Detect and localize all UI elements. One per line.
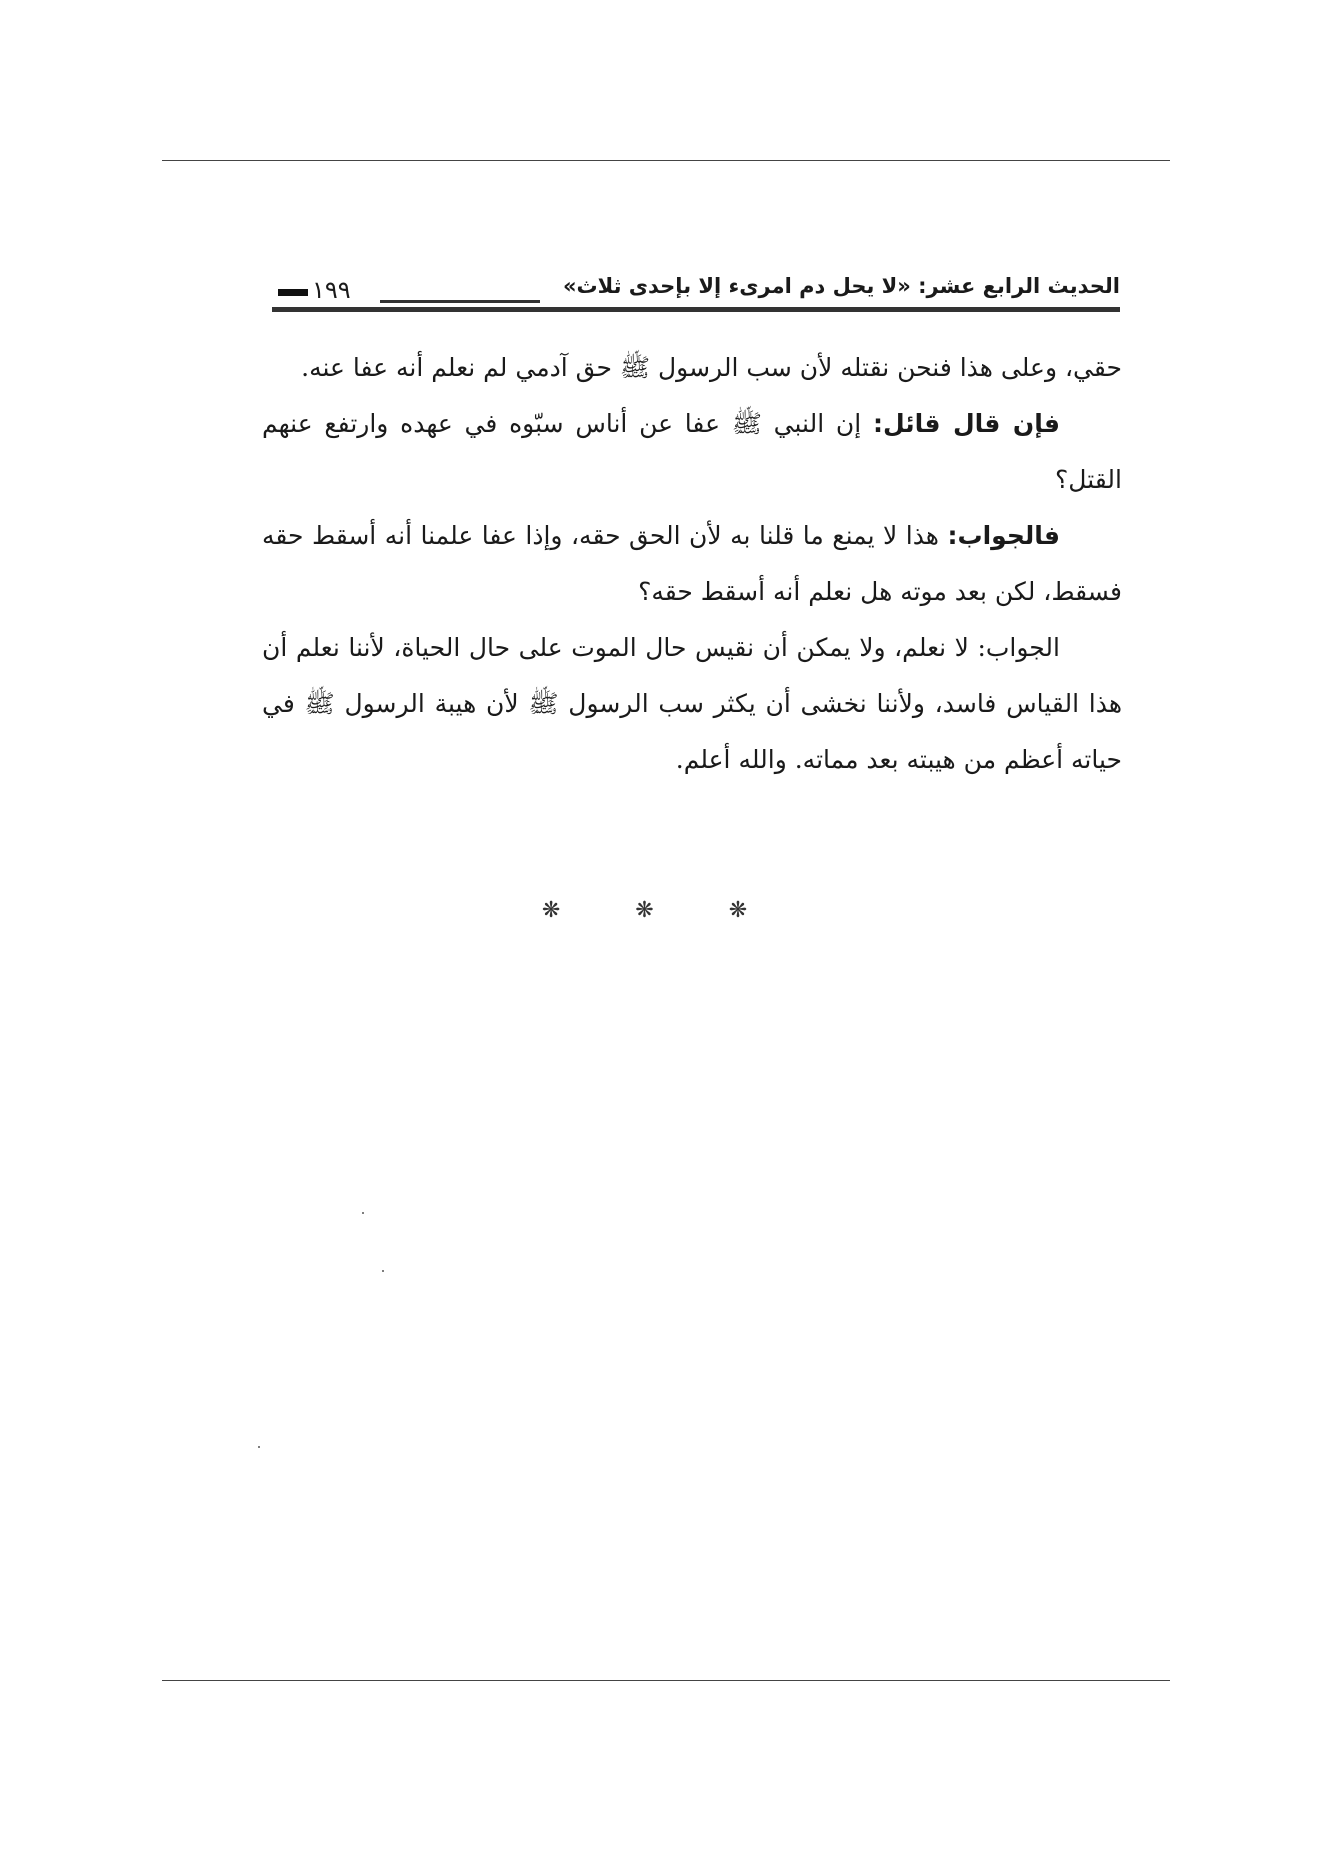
paragraph-text: الجواب: لا نعلم، ولا يمكن أن نقيس حال الموت على حال الحياة، لأننا نعلم أن هذا القياس فاسد، ولأننا نخشى أن يكثر سب الرسول ﷺ لأن هيبة الرسول ﷺ في حياته أعظم من هيبته بعد مماته. والله أعلم. xyxy=(262,633,1122,774)
running-title: الحديث الرابع عشر: «لا يحل دم امرىء إلا بإحدى ثلاث» xyxy=(562,274,1120,298)
paragraph-1 xyxy=(262,340,1122,396)
paragraph-4 xyxy=(262,620,1122,788)
scan-speck xyxy=(362,1212,364,1214)
scan-speck xyxy=(258,1446,260,1448)
page-number-mark xyxy=(278,289,308,296)
section-separator: ❋ ❋ ❋ xyxy=(541,898,782,923)
paragraph-lead: فالجواب: xyxy=(947,521,1060,550)
paragraph-3 xyxy=(262,508,1122,620)
header-rule-short xyxy=(380,300,540,303)
header-rule xyxy=(272,307,1120,312)
top-border-rule xyxy=(162,160,1170,161)
paragraph-text: إن النبي ﷺ عفا عن أناس سبّوه في عهده وارتفع عنهم القتل؟ xyxy=(262,409,1122,494)
scan-speck xyxy=(382,1270,384,1272)
page-number: ١٩٩ xyxy=(312,276,351,304)
paragraph-lead: فإن قال قائل: xyxy=(872,409,1060,438)
page-header xyxy=(272,274,1120,318)
bottom-border-rule xyxy=(162,1680,1170,1681)
paragraph-text: هذا لا يمنع ما قلنا به لأن الحق حقه، وإذا عفا علمنا أنه أسقط حقه فسقط، لكن بعد موته هل نعلم أنه أسقط حقه؟ xyxy=(262,521,1122,606)
body-text xyxy=(262,340,1122,788)
paragraph-text: حقي، وعلى هذا فنحن نقتله لأن سب الرسول ﷺ حق آدمي لم نعلم أنه عفا عنه. xyxy=(301,353,1122,382)
paragraph-2 xyxy=(262,396,1122,508)
